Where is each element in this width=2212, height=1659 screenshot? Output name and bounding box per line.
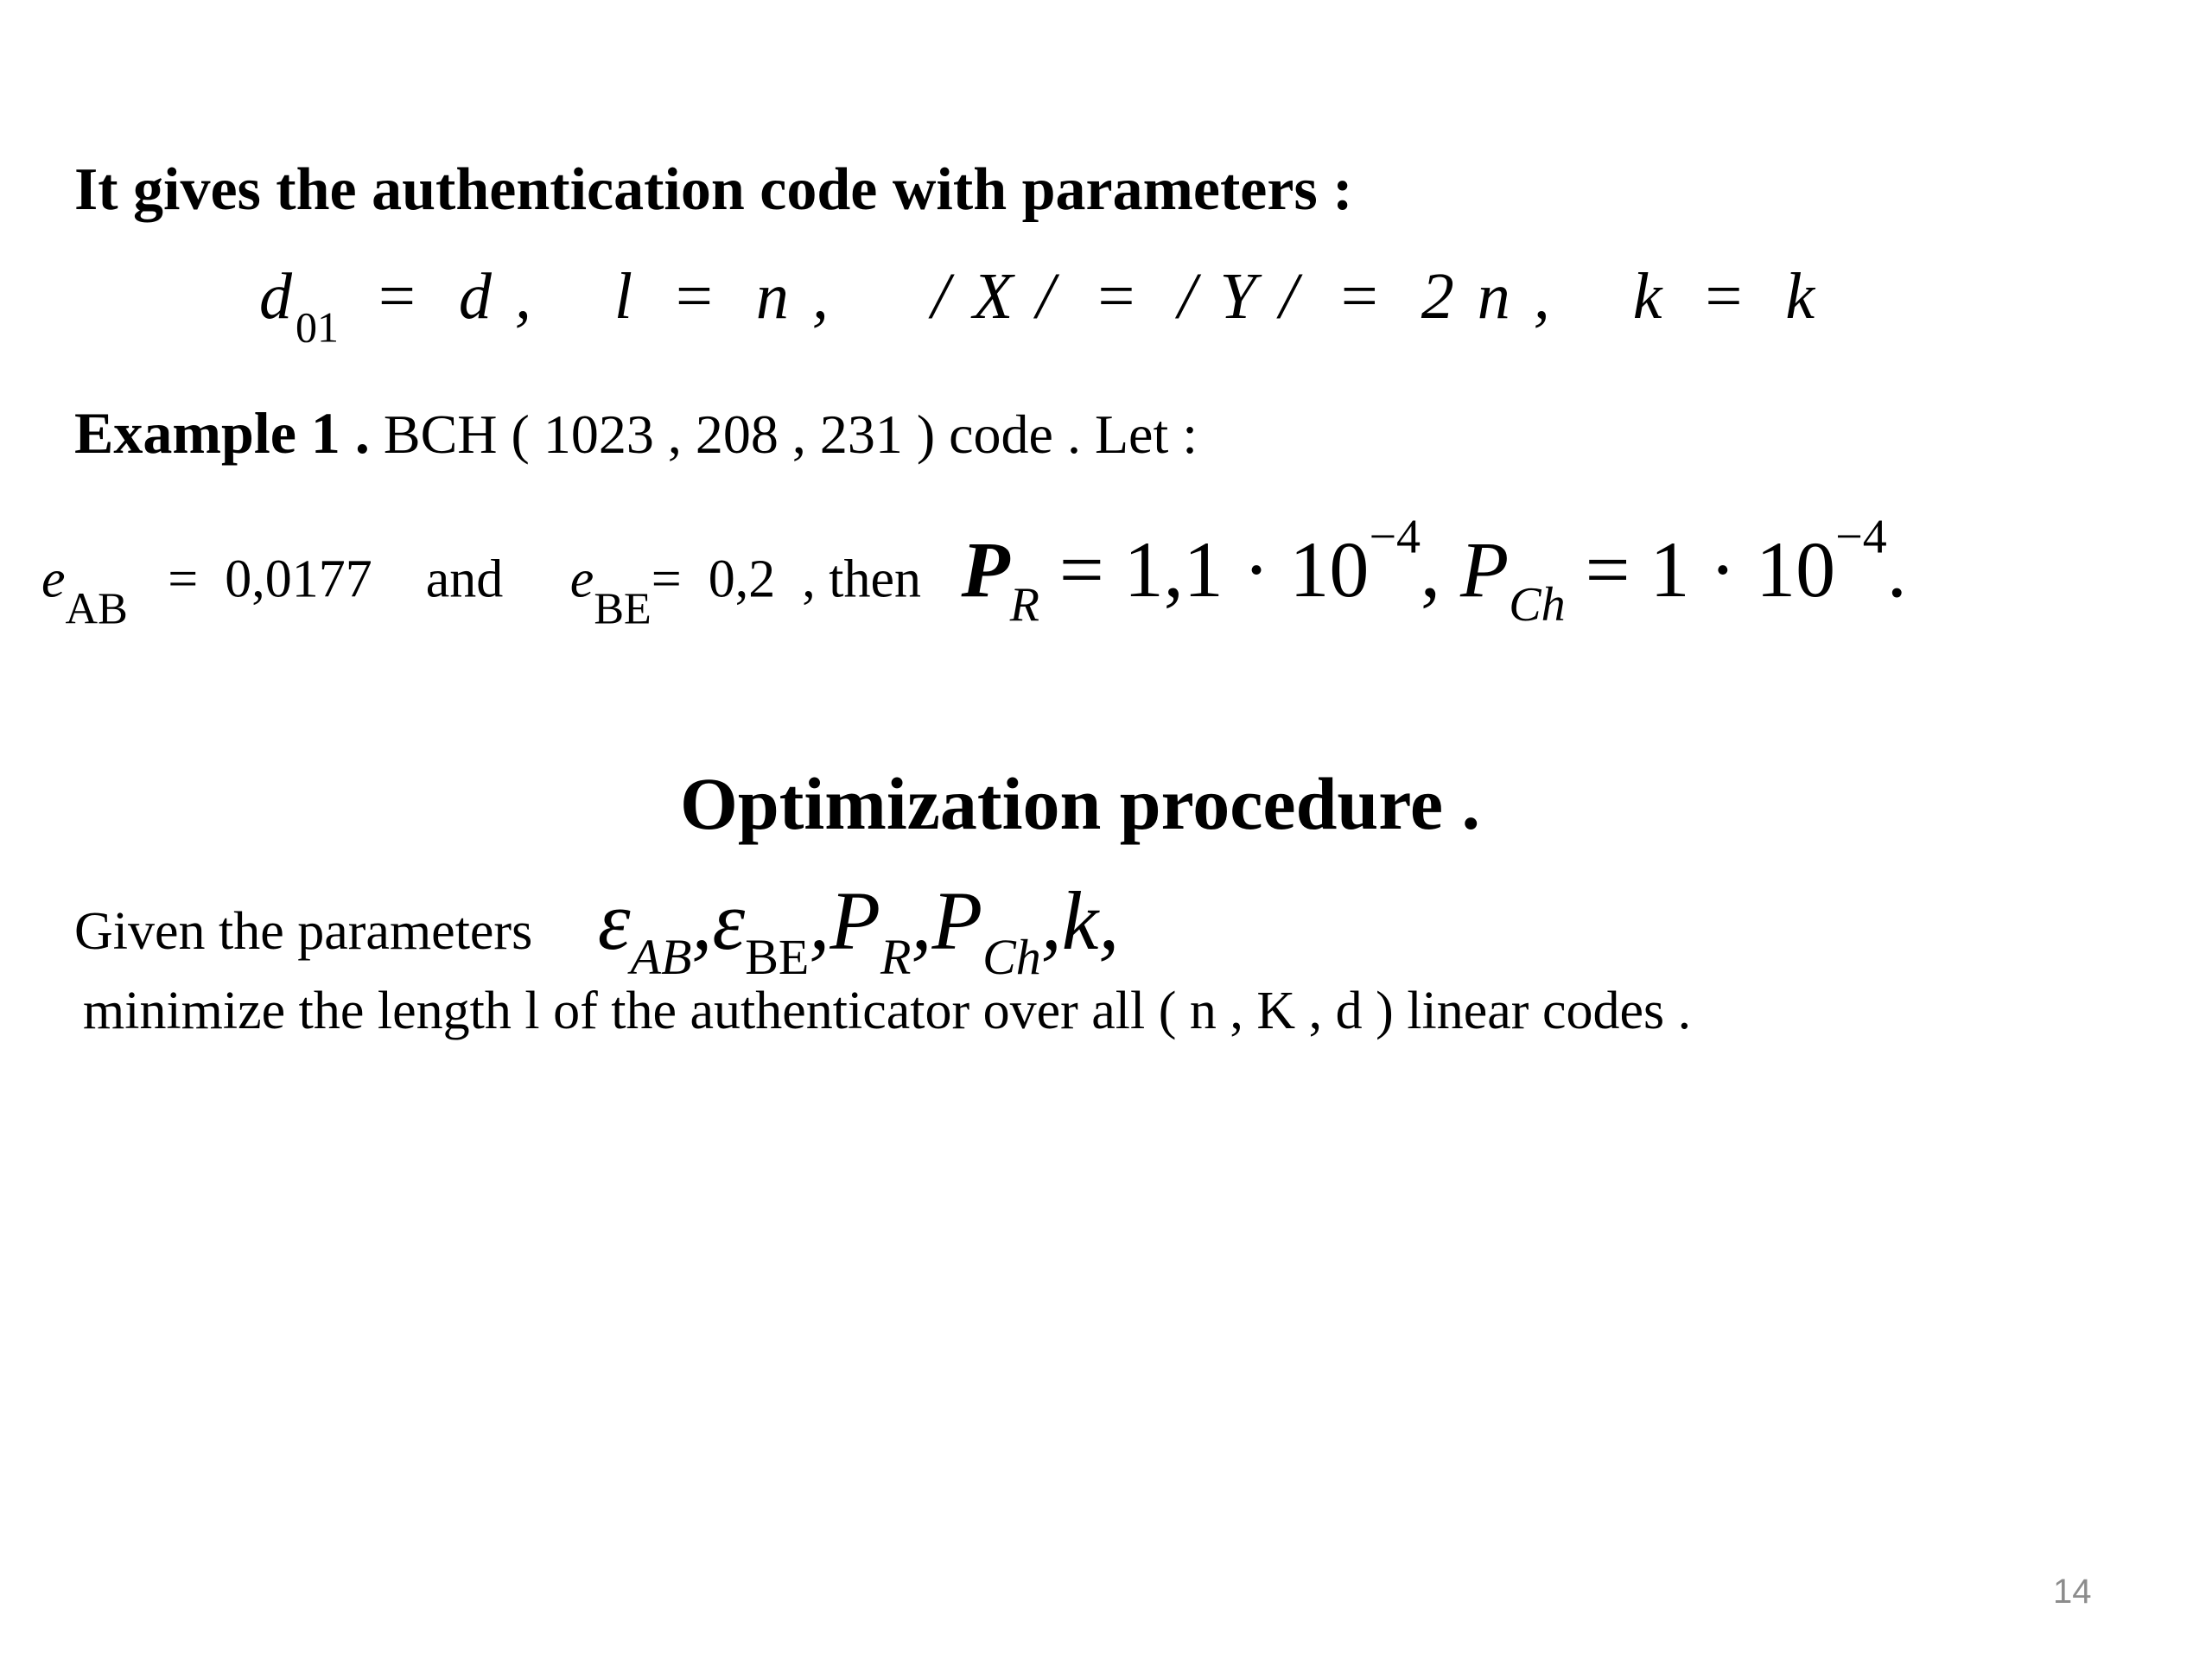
given-line xyxy=(74,873,1119,986)
pr-subscript: R xyxy=(1009,578,1039,632)
equals-sign: = xyxy=(1097,260,1139,333)
parameter-formula xyxy=(259,259,1818,353)
equals-sign: = xyxy=(1705,260,1746,333)
pch-exponent: −4 xyxy=(1835,511,1887,564)
then-text: , then xyxy=(802,550,921,609)
pr-value: = 1,1 · 10 xyxy=(1058,525,1370,614)
comma: , xyxy=(1421,525,1441,614)
pch-subscript: Ch xyxy=(982,929,1041,985)
d-symbol: d xyxy=(259,260,296,333)
example-text: BCH ( 1023 , 208 , 231 ) code . Let : xyxy=(383,404,1198,465)
equals-sign: = xyxy=(651,550,682,609)
example-line xyxy=(74,399,1198,467)
pch-value: = 1 · 10 xyxy=(1585,525,1836,614)
comma: , xyxy=(1040,874,1062,967)
example-label: Example 1 . xyxy=(74,400,370,466)
pr-symbol: P xyxy=(961,525,1010,614)
comma: , xyxy=(691,874,713,967)
equals-sign: = xyxy=(676,260,716,333)
e-ab-subscript: AB xyxy=(65,584,128,634)
epsilon-ab-subscript: AB xyxy=(630,929,692,985)
period: . xyxy=(1886,525,1907,614)
page-number: 14 xyxy=(2053,1573,2092,1611)
xy-rhs: 2 n , xyxy=(1421,260,1554,333)
and-text: and xyxy=(425,550,504,609)
pr-symbol: P xyxy=(830,874,880,967)
d-subscript: 01 xyxy=(296,302,339,352)
epsilon-be-subscript: BE xyxy=(745,929,810,985)
l-rhs: n , xyxy=(755,260,832,333)
comma: , xyxy=(809,874,830,967)
pr-expression xyxy=(961,511,1907,632)
intro-text: It gives the authentication code with parameters : xyxy=(74,156,1353,223)
given-text: Given the parameters xyxy=(74,902,533,961)
epsilon-ab-symbol: ε xyxy=(597,874,631,967)
k-rhs: k xyxy=(1785,260,1819,333)
parameter-list xyxy=(597,874,1120,985)
e-be-value: 0,2 xyxy=(708,550,776,609)
comma: , xyxy=(1098,874,1120,967)
pch-symbol: P xyxy=(1460,525,1510,614)
epsilon-be-symbol: ε xyxy=(712,874,746,967)
equals-sign: = xyxy=(168,550,199,609)
equals-sign: = xyxy=(378,260,419,333)
k-symbol: k xyxy=(1061,874,1099,967)
e-be-subscript: BE xyxy=(594,584,652,634)
pr-subscript: R xyxy=(880,929,912,985)
e-be-symbol: e xyxy=(569,550,594,609)
y-cardinality: / Y / xyxy=(1178,260,1301,333)
equals-sign: = xyxy=(1340,260,1382,333)
e-ab-symbol: e xyxy=(41,550,66,609)
k-symbol: k xyxy=(1632,260,1666,333)
values-line xyxy=(41,510,1907,635)
comma: , xyxy=(911,874,932,967)
pch-subscript: Ch xyxy=(1509,578,1566,632)
x-cardinality: / X / xyxy=(931,260,1058,333)
section-heading: Optimization procedure . xyxy=(679,762,1481,845)
d-rhs: d , xyxy=(458,260,535,333)
pr-exponent: −4 xyxy=(1369,511,1421,564)
l-symbol: l xyxy=(613,260,636,333)
e-ab-value: 0,0177 xyxy=(225,550,372,609)
pch-symbol: P xyxy=(931,874,983,967)
minimize-text: minimize the length l of the authenticator over all ( n , K , d ) linear codes . xyxy=(83,982,1692,1040)
